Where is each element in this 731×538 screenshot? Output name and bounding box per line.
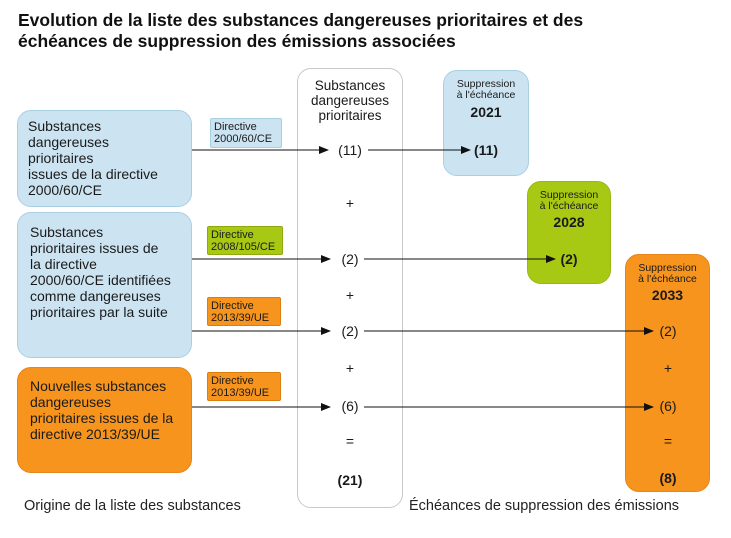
footer-left-caption: Origine de la liste des substances [24,498,241,514]
source-2-line: prioritaires issues de [30,240,159,256]
deadline-2033-year: 2033 [651,287,684,303]
source-2-line: Substances [30,224,104,240]
directive-2-line: Directive [211,229,254,241]
title-line-1: Evolution de la liste des substances dangereuses prioritaires et des [18,10,584,30]
directive-2-line: 2008/105/CE [211,241,276,253]
source-2-line: 2000/60/CE identifiées [30,272,171,288]
deadline-label-line: Suppression [638,262,697,274]
middle-plus: + [345,195,355,211]
deadline-2033-value-2: (2) [659,323,677,339]
deadline-2021-value: (11) [473,142,499,158]
title-line-2: échéances de suppression des émissions associées [18,31,456,51]
source-2-line: comme dangereuses [30,288,161,304]
deadline-2028-value: (2) [560,251,578,267]
deadline-label-line: à l'échéance [638,273,697,285]
deadline-2021-year: 2021 [470,104,502,120]
directive-1-line: 2000/60/CE [214,133,273,145]
middle-equals: = [345,433,355,449]
deadline-2033-plus: + [663,360,673,376]
deadline-label-line: Suppression [539,189,599,201]
middle-value-2a: (2) [341,251,359,267]
source-1-line: 2000/60/CE [28,182,102,198]
deadline-label-line: Suppression [456,78,516,90]
middle-header-line: Substances [314,78,386,93]
deadline-label-line: à l'échéance [539,200,599,212]
middle-header-line: dangereuses [310,93,390,108]
middle-plus: + [345,287,355,303]
middle-plus: + [345,360,355,376]
directive-3-line: 2013/39/UE [211,312,270,324]
deadline-2033-total: (8) [659,470,677,486]
middle-total: (21) [337,472,363,488]
source-2-line: prioritaires par la suite [30,304,168,320]
directive-4-line: 2013/39/UE [211,387,270,399]
source-3-line: prioritaires issues de la [30,410,174,426]
source-1-line: prioritaires [28,150,94,166]
source-1-line: Substances [28,118,102,134]
directive-4-line: Directive [211,375,254,387]
source-3-line: dangereuses [30,394,111,410]
source-2-line: la directive [30,256,97,272]
footer-right-caption: Échéances de suppression des émissions [409,498,680,514]
middle-value-11: (11) [338,142,362,158]
directive-1-line: Directive [214,121,257,133]
source-1-line: issues de la directive [28,166,158,182]
deadline-2028-year: 2028 [553,214,585,230]
directive-3-line: Directive [211,300,254,312]
source-1-line: dangereuses [28,134,109,150]
middle-value-2b: (2) [341,323,359,339]
deadline-2033-value-6: (6) [659,398,677,414]
deadline-2033-equals: = [663,433,673,449]
source-3-line: Nouvelles substances [30,378,167,394]
deadline-label-line: à l'échéance [456,89,516,101]
middle-value-6: (6) [341,398,359,414]
source-3-line: directive 2013/39/UE [30,426,160,442]
middle-header-line: prioritaires [318,108,382,123]
